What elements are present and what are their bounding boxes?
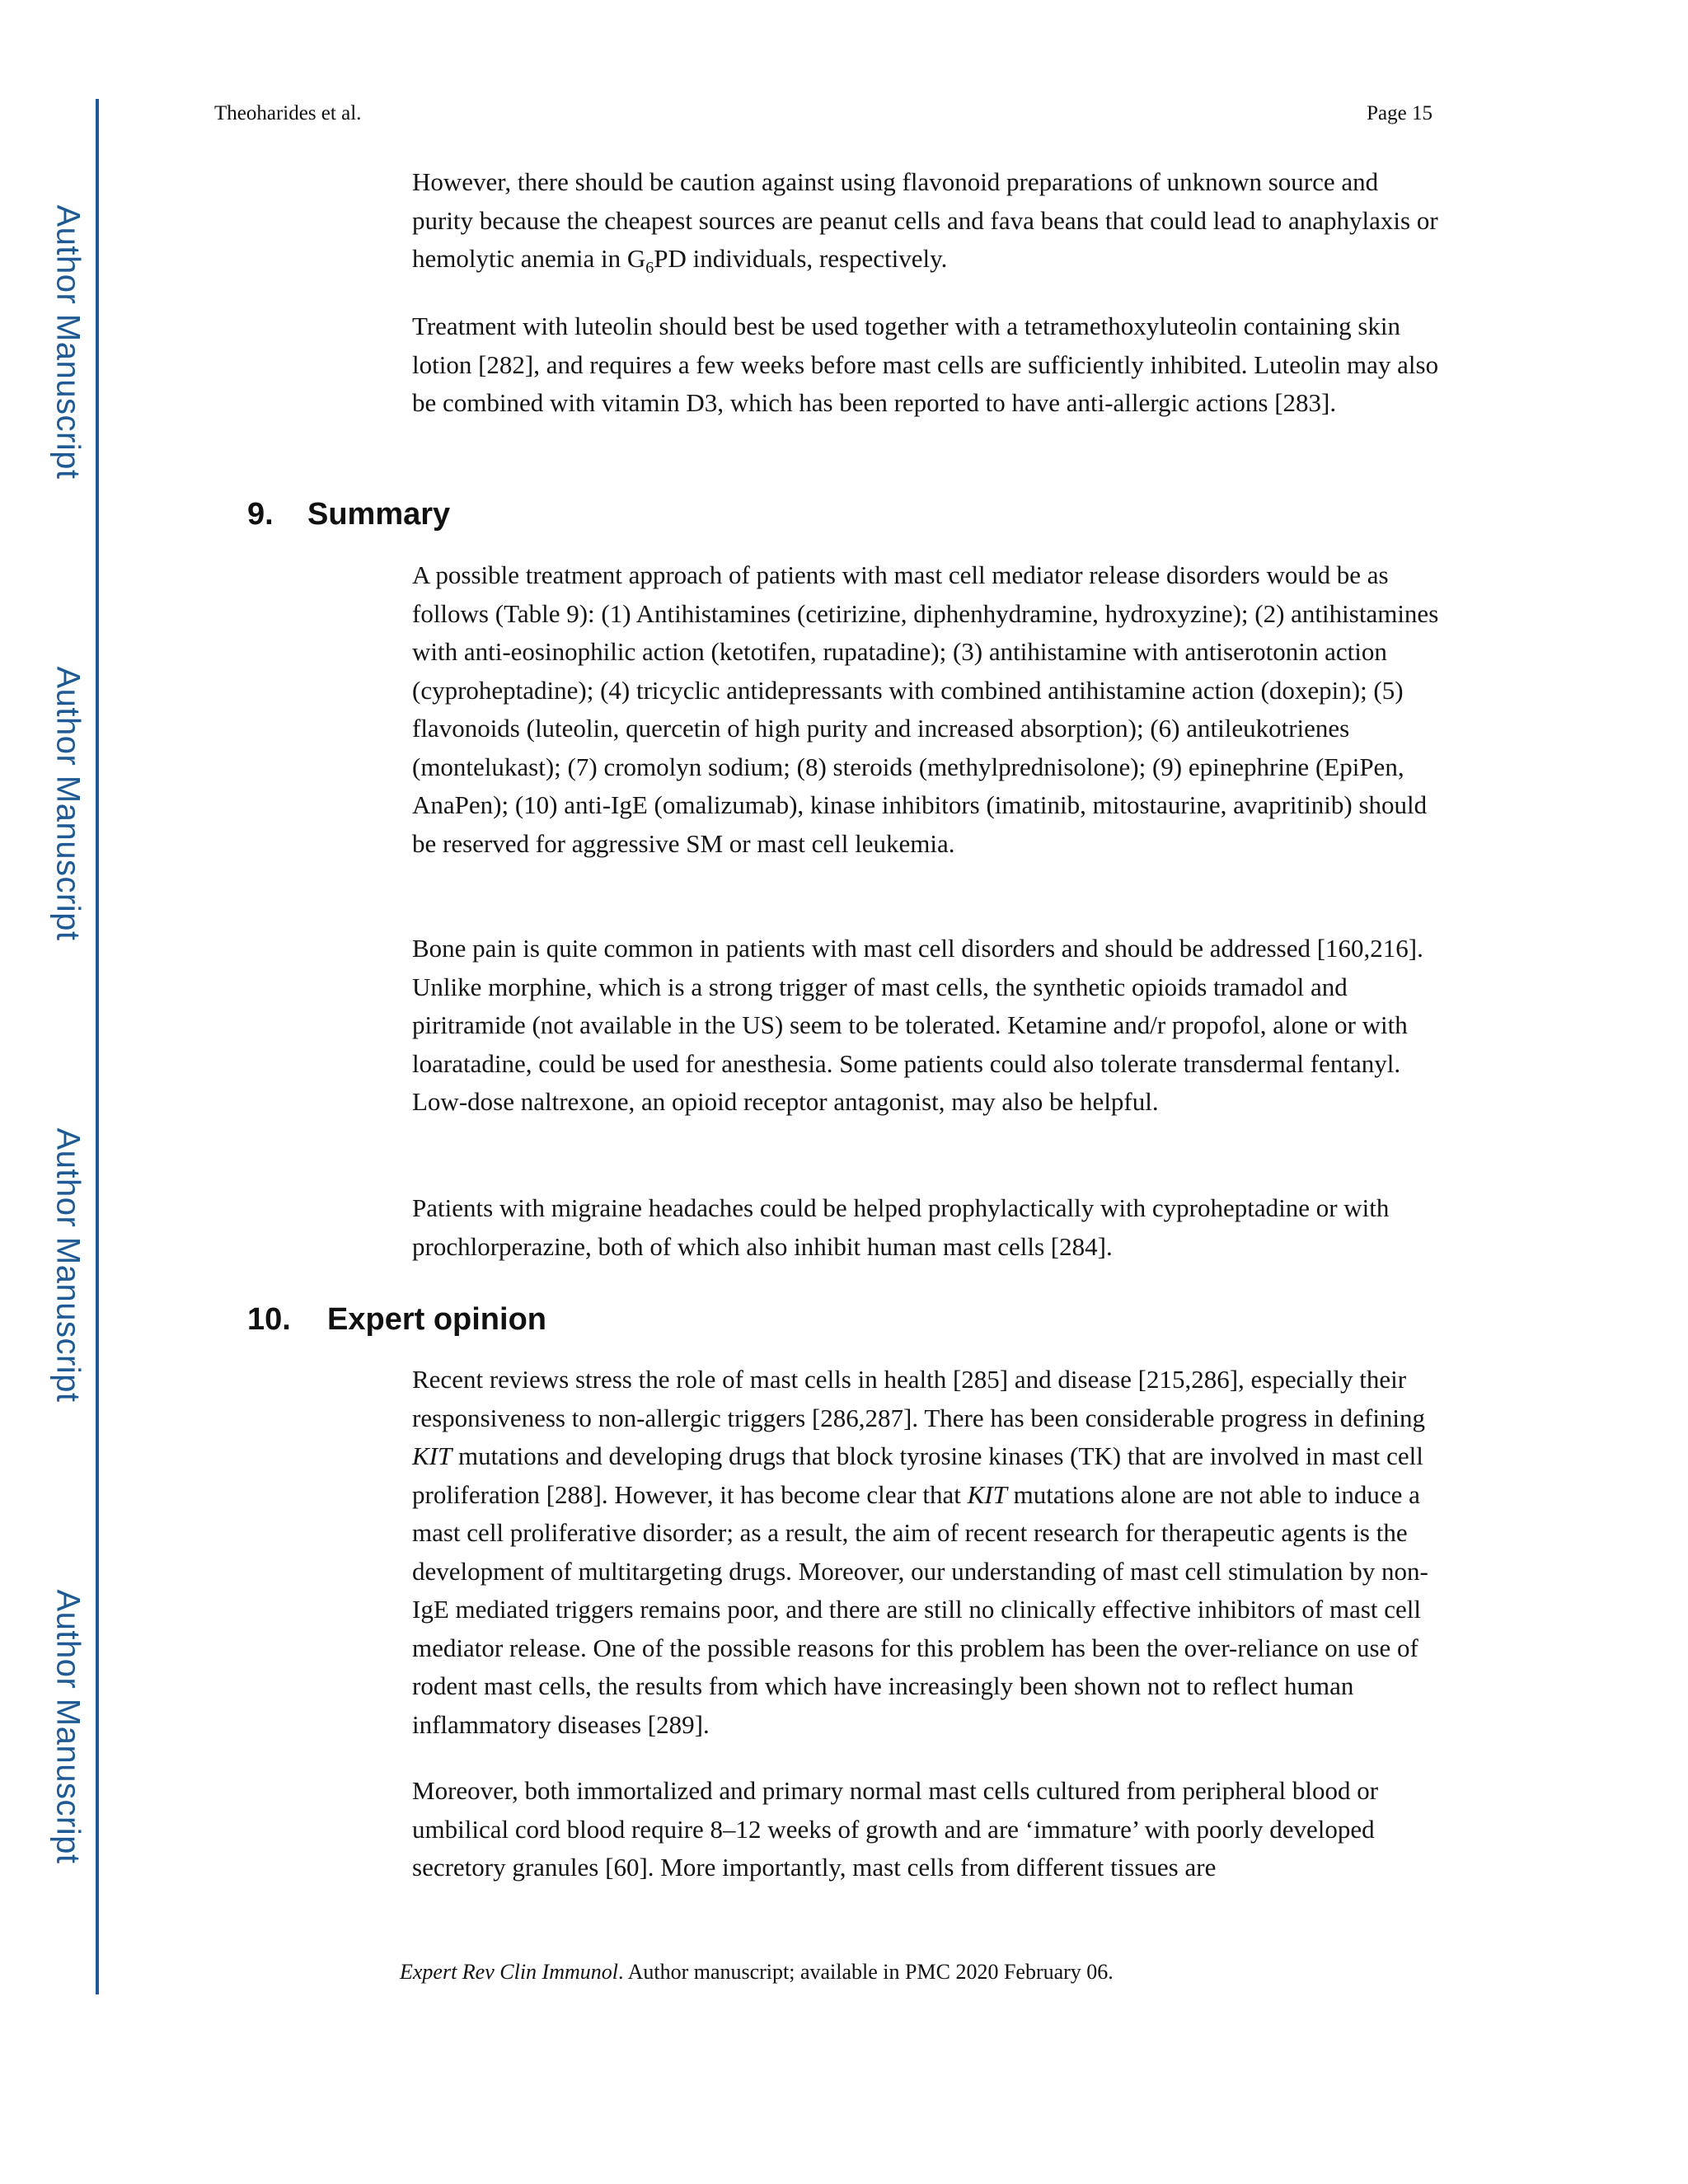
paragraph-flavonoid-caution: However, there should be caution against using flavonoid preparations of unknown source and purity because the cheapest sources are peanut cells and fava beans that could lead to anaphylaxis or hemolytic anemia in $G_6PD$ individuals, respectively. bbox=[412, 167, 1438, 278]
section-heading-summary: 9. Summary bbox=[247, 497, 451, 532]
paragraph-mast-cell-cultures: Moreover, both immortalized and primary normal mast cells cultured from peripheral blood or umbilical cord blood require 8–12 weeks of growth and are ‘immature’ with poorly developed secretory granules [60]. More importantly, mast cells from different tissues are bbox=[412, 1776, 1379, 1882]
paragraph-migraine: Patients with migraine headaches could be helped prophylactically with cyproheptadine or with prochlorperazine, both of which also inhibit human mast cells [284]. bbox=[412, 1193, 1390, 1261]
running-head-page: Page 15 bbox=[1367, 102, 1432, 124]
paragraph-luteolin-treatment: Treatment with luteolin should best be used together with a tetramethoxyluteolin containing skin lotion [282], and requires a few weeks before mast cells are sufficiently inhibited. Luteolin may also be combined with vitamin D3, which has been reported to have anti-allergic actions [283]. bbox=[412, 312, 1439, 417]
paragraph-treatment-approach: A possible treatment approach of patients with mast cell mediator release disorders would be as follows (Table 9): (1) Antihistamines (cetirizine, diphenhydramine, hydroxyzine); (2) antihistamines with anti-eosinophilic action (ketotifen, rupatadine); (3) antihistamine with antiserotonin action (cyproheptadine); (4) tricyclic antidepressants with combined antihistamine action (doxepin); (5) flavonoids (luteolin, quercetin of high purity and increased absorption); (6) antileukotrienes (montelukast); (7) cromolyn sodium; (8) steroids (methylprednisolone); (9) epinephrine (EpiPen, AnaPen); (10) anti-IgE (omalizumab), kinase inhibitors (imatinib, mitostaurine, avapritinib) should be reserved for aggressive SM or mast cell leukemia. bbox=[412, 560, 1439, 858]
margin-rule bbox=[96, 99, 99, 1994]
paragraph-bone-pain: Bone pain is quite common in patients with mast cell disorders and should be addressed [160,216]. Unlike morphine, which is a strong trigger of mast cells, the synthetic opioids tramadol and piritramide (not available in the US) seem to be tolerated. Ketamine and/r propofol, alone or with loaratadine, could be used for anesthesia. Some patients could also tolerate transdermal fentanyl. Low-dose naltrexone, an opioid receptor antagonist, may also be helpful. bbox=[412, 934, 1423, 1116]
section-heading-expert-opinion: 10. Expert opinion bbox=[247, 1302, 546, 1337]
running-head-authors: Theoharides et al. bbox=[214, 102, 362, 124]
footer-citation: Expert Rev Clin Immunol. Author manuscript; available in PMC 2020 February 06. bbox=[400, 1960, 1114, 1984]
paragraph-recent-reviews: Recent reviews stress the role of mast cells in health [285] and disease [215,286], especially their responsiveness to non-allergic triggers [286,287]. There has been considerable progress in defining KIT mutations and developing drugs that block tyrosine kinases (TK) that are involved in mast cell proliferation [288]. However, it has become clear that KIT mutations alone are not able to induce a mast cell proliferative disorder; as a result, the aim of recent research for therapeutic agents is the development of multitargeting drugs. Moreover, our understanding of mast cell stimulation by non-IgE mediated triggers remains poor, and there are still no clinically effective inhibitors of mast cell mediator release. One of the possible reasons for this problem has been the over-reliance on use of rodent mast cells, the results from which have increasingly been shown not to reflect human inflammatory diseases [289]. bbox=[412, 1365, 1428, 1739]
